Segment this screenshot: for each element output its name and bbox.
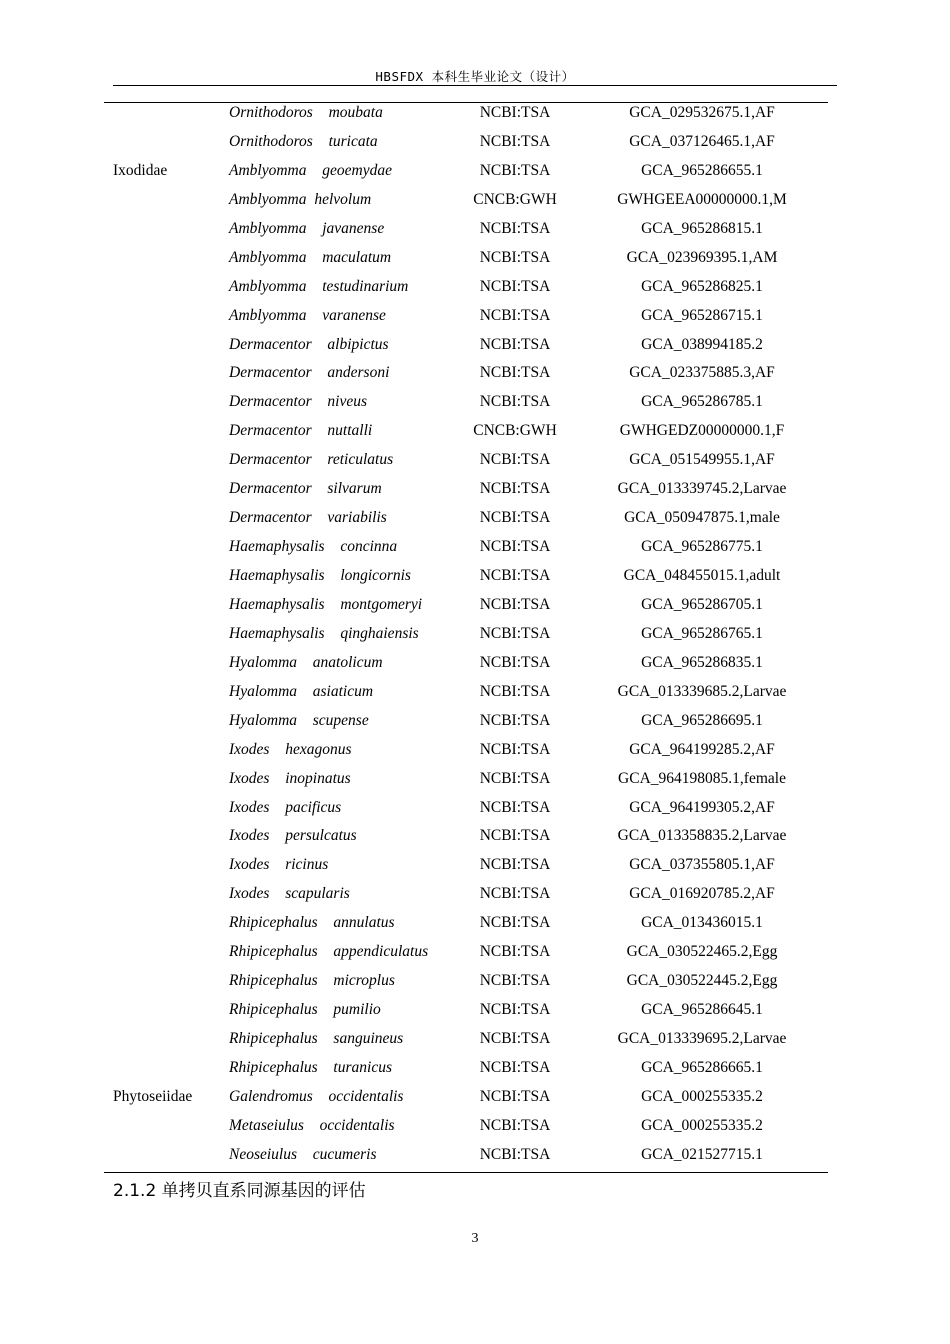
- accession-text: GCA_965286775.1: [641, 538, 763, 556]
- species-cell: Ixodes pacificus: [229, 798, 342, 816]
- species-cell: Ixodes persulcatus: [229, 827, 357, 845]
- accession-text: GCA_016920785.2,AF: [629, 885, 775, 903]
- family-cell: Phytoseiidae: [113, 1087, 193, 1105]
- species-cell: Hyalomma anatolicum: [229, 653, 383, 671]
- table-row: [104, 332, 828, 361]
- table-row: [104, 187, 828, 216]
- database-text: NCBI:TSA: [479, 769, 551, 787]
- database-text: NCBI:TSA: [479, 1116, 551, 1134]
- table-row: [104, 968, 828, 997]
- table-row: [104, 129, 828, 158]
- species-cell: Ixodes inopinatus: [229, 769, 351, 787]
- database-text: NCBI:TSA: [479, 132, 551, 150]
- database-text: NCBI:TSA: [479, 451, 551, 469]
- accession-text: GCA_964199285.2,AF: [629, 740, 775, 758]
- database-text: NCBI:TSA: [479, 972, 551, 990]
- table-row: [104, 708, 828, 737]
- species-cell: Amblyomma javanense: [229, 219, 385, 237]
- database-text: CNCB:GWH: [473, 422, 557, 440]
- species-cell: Rhipicephalus pumilio: [229, 1001, 381, 1019]
- species-cell: Ixodes ricinus: [229, 856, 329, 874]
- database-text: NCBI:TSA: [479, 277, 551, 295]
- table-row: [104, 100, 828, 129]
- table-row: [104, 534, 828, 563]
- database-text: NCBI:TSA: [479, 798, 551, 816]
- species-cell: Haemaphysalis qinghaiensis: [229, 624, 419, 642]
- species-table: [104, 100, 828, 1171]
- table-row: [104, 505, 828, 534]
- species-cell: Dermacentor silvarum: [229, 480, 382, 498]
- accession-text: GCA_965286765.1: [641, 624, 763, 642]
- table-row: [104, 910, 828, 939]
- species-cell: Amblyomma testudinarium: [229, 277, 409, 295]
- accession-text: GCA_021527715.1: [641, 1145, 763, 1163]
- database-text: NCBI:TSA: [479, 653, 551, 671]
- database-text: NCBI:TSA: [479, 567, 551, 584]
- table-row: [104, 766, 828, 795]
- accession-text: GWHGEDZ00000000.1,F: [619, 422, 785, 440]
- database-text: NCBI:TSA: [479, 1030, 551, 1047]
- table-row: [104, 592, 828, 621]
- table-row: [104, 997, 828, 1026]
- species-cell: Amblyomma geoemydae: [229, 161, 392, 179]
- species-cell: Ornithodoros turicata: [229, 132, 378, 150]
- species-cell: Neoseiulus cucumeris: [229, 1145, 377, 1163]
- table-row: [104, 245, 828, 274]
- table-row: [104, 274, 828, 303]
- database-text: NCBI:TSA: [479, 538, 551, 556]
- header-rule: [113, 85, 837, 86]
- accession-text: GCA_964198085.1,female: [618, 769, 786, 787]
- table-bottom-rule: [104, 1172, 828, 1173]
- database-text: NCBI:TSA: [479, 335, 551, 353]
- accession-text: GCA_037355805.1,AF: [629, 856, 775, 874]
- database-text: NCBI:TSA: [479, 509, 551, 527]
- accession-text: GCA_038994185.2: [641, 335, 763, 353]
- database-text: NCBI:TSA: [479, 595, 551, 613]
- accession-text: GCA_013358835.2,Larvae: [617, 827, 787, 845]
- accession-text: GCA_964199305.2,AF: [629, 798, 775, 816]
- database-text: NCBI:TSA: [479, 393, 551, 411]
- accession-text: GCA_030522445.2,Egg: [626, 972, 778, 990]
- species-cell: Ixodes hexagonus: [229, 740, 352, 758]
- accession-text: GCA_048455015.1,adult: [623, 567, 781, 584]
- species-cell: Amblyomma maculatum: [229, 248, 392, 266]
- database-text: NCBI:TSA: [479, 1145, 551, 1163]
- database-text: NCBI:TSA: [479, 827, 551, 845]
- accession-text: GCA_013339695.2,Larvae: [617, 1030, 787, 1047]
- table-row: [104, 650, 828, 679]
- accession-text: GCA_030522465.2,Egg: [626, 943, 778, 961]
- accession-text: GCA_965286825.1: [641, 277, 763, 295]
- database-text: NCBI:TSA: [479, 682, 551, 700]
- accession-text: GCA_000255335.2: [641, 1116, 763, 1134]
- database-text: NCBI:TSA: [479, 885, 551, 903]
- species-cell: Rhipicephalus appendiculatus: [229, 943, 429, 961]
- species-cell: Rhipicephalus sanguineus: [229, 1030, 404, 1047]
- table-row: [104, 1113, 828, 1142]
- species-cell: Amblyomma helvolum: [229, 190, 372, 208]
- species-cell: Haemaphysalis montgomeryi: [229, 595, 423, 613]
- table-row: [104, 621, 828, 650]
- accession-text: GCA_029532675.1,AF: [629, 104, 775, 121]
- accession-text: GCA_023969395.1,AM: [626, 248, 778, 266]
- table-row: [104, 216, 828, 245]
- table-row: [104, 447, 828, 476]
- species-cell: Rhipicephalus annulatus: [229, 914, 395, 932]
- accession-text: GWHGEEA00000000.1,M: [617, 190, 787, 208]
- database-text: NCBI:TSA: [479, 306, 551, 324]
- species-cell: Rhipicephalus turanicus: [229, 1058, 392, 1076]
- database-text: NCBI:TSA: [479, 161, 551, 179]
- species-cell: Dermacentor albipictus: [229, 335, 389, 353]
- accession-text: GCA_965286715.1: [641, 306, 763, 324]
- species-cell: Haemaphysalis concinna: [229, 538, 398, 556]
- table-row: [104, 1055, 828, 1084]
- database-text: NCBI:TSA: [479, 624, 551, 642]
- accession-text: GCA_037126465.1,AF: [629, 132, 775, 150]
- table-row: [104, 389, 828, 418]
- accession-text: GCA_965286705.1: [641, 595, 763, 613]
- table-row: [104, 1026, 828, 1055]
- table-row: [104, 418, 828, 447]
- table-row: [104, 158, 828, 187]
- accession-text: GCA_051549955.1,AF: [629, 451, 775, 469]
- table-row: [104, 737, 828, 766]
- table-row: [104, 303, 828, 332]
- species-cell: Haemaphysalis longicornis: [229, 567, 411, 584]
- accession-text: GCA_050947875.1,male: [624, 509, 780, 527]
- database-text: NCBI:TSA: [479, 856, 551, 874]
- page-number: 3: [471, 1231, 479, 1246]
- table-row: [104, 563, 828, 592]
- species-cell: Ornithodoros moubata: [229, 104, 383, 121]
- accession-text: GCA_965286695.1: [641, 711, 763, 729]
- accession-text: GCA_965286815.1: [641, 219, 763, 237]
- database-text: NCBI:TSA: [479, 219, 551, 237]
- database-text: NCBI:TSA: [479, 1058, 551, 1076]
- database-text: NCBI:TSA: [479, 943, 551, 961]
- species-cell: Galendromus occidentalis: [229, 1087, 404, 1105]
- accession-text: GCA_013436015.1: [641, 914, 763, 932]
- table-row: [104, 476, 828, 505]
- accession-text: GCA_013339685.2,Larvae: [617, 682, 787, 700]
- accession-text: GCA_965286645.1: [641, 1001, 763, 1019]
- species-cell: Dermacentor variabilis: [229, 509, 387, 527]
- database-text: CNCB:GWH: [473, 190, 557, 208]
- page-header: HBSFDX 本科生毕业论文（设计）: [375, 69, 575, 84]
- accession-text: GCA_965286785.1: [641, 393, 763, 411]
- table-row: [104, 679, 828, 708]
- species-cell: Hyalomma asiaticum: [229, 682, 374, 700]
- section-heading: 2.1.2 单拷贝直系同源基因的评估: [113, 1181, 366, 1201]
- table-row: [104, 360, 828, 389]
- table-row: [104, 795, 828, 824]
- database-text: NCBI:TSA: [479, 364, 551, 382]
- database-text: NCBI:TSA: [479, 248, 551, 266]
- table-row: [104, 1084, 828, 1113]
- accession-text: GCA_965286665.1: [641, 1058, 763, 1076]
- species-cell: Dermacentor nuttalli: [229, 422, 373, 440]
- table-row: [104, 939, 828, 968]
- database-text: NCBI:TSA: [479, 711, 551, 729]
- accession-text: GCA_023375885.3,AF: [629, 364, 775, 382]
- database-text: NCBI:TSA: [479, 480, 551, 498]
- database-text: NCBI:TSA: [479, 740, 551, 758]
- table-row: [104, 852, 828, 881]
- species-cell: Dermacentor reticulatus: [229, 451, 394, 469]
- database-text: NCBI:TSA: [479, 1087, 551, 1105]
- species-cell: Metaseiulus occidentalis: [229, 1116, 395, 1134]
- species-cell: Dermacentor niveus: [229, 393, 367, 411]
- table-row: [104, 823, 828, 852]
- species-cell: Amblyomma varanense: [229, 306, 386, 324]
- database-text: NCBI:TSA: [479, 1001, 551, 1019]
- species-cell: Hyalomma scupense: [229, 711, 369, 729]
- family-cell: Ixodidae: [113, 161, 168, 179]
- species-cell: Dermacentor andersoni: [229, 364, 390, 382]
- table-row: [104, 1142, 828, 1171]
- accession-text: GCA_000255335.2: [641, 1087, 763, 1105]
- table-row: [104, 881, 828, 910]
- species-cell: Ixodes scapularis: [229, 885, 350, 903]
- database-text: NCBI:TSA: [479, 104, 551, 121]
- accession-text: GCA_013339745.2,Larvae: [617, 480, 787, 498]
- database-text: NCBI:TSA: [479, 914, 551, 932]
- species-cell: Rhipicephalus microplus: [229, 972, 395, 990]
- accession-text: GCA_965286655.1: [641, 161, 763, 179]
- accession-text: GCA_965286835.1: [641, 653, 763, 671]
